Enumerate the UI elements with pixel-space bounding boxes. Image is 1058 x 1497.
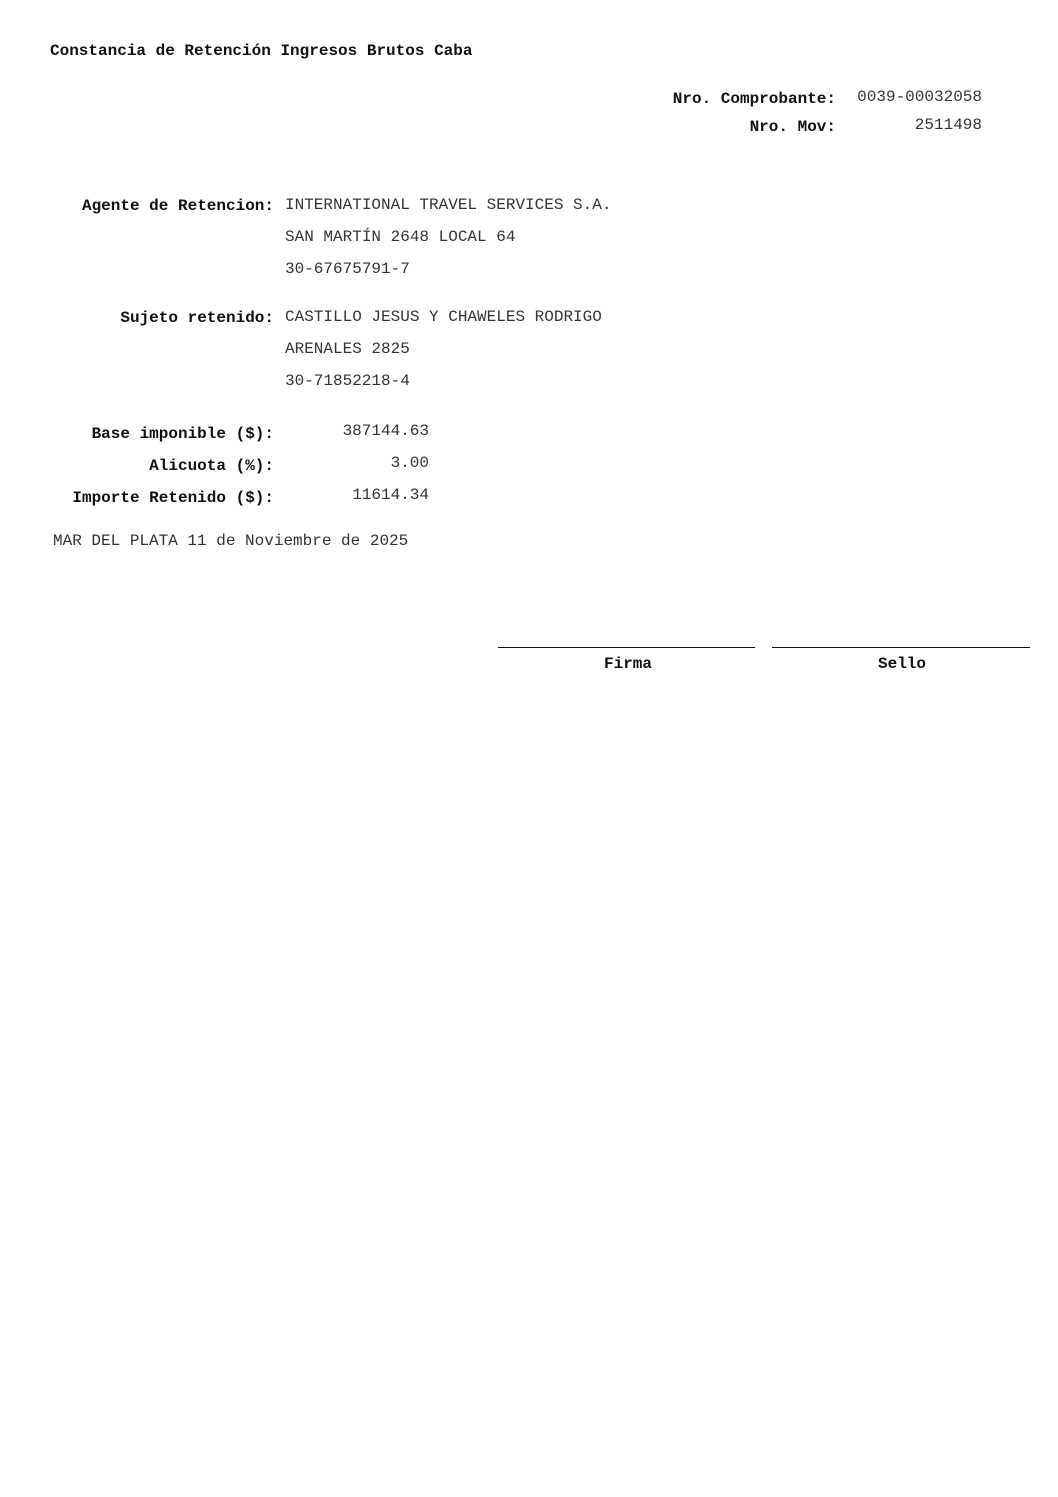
- base-imponible-label: Base imponible ($):: [91, 425, 274, 443]
- mov-value: 2511498: [914, 116, 982, 134]
- sello-label: Sello: [877, 655, 926, 673]
- sujeto-cuit: 30-71852218-4: [285, 372, 410, 390]
- base-imponible-value: 387144.63: [342, 422, 429, 440]
- firma-label: Firma: [603, 655, 652, 673]
- agente-label: Agente de Retencion:: [81, 197, 274, 215]
- sujeto-label: Sujeto retenido:: [120, 309, 274, 327]
- importe-retenido-label: Importe Retenido ($):: [72, 489, 274, 507]
- comprobante-value: 0039-00032058: [857, 88, 982, 106]
- document-title: Constancia de Retención Ingresos Brutos Caba: [50, 42, 473, 60]
- agente-cuit: 30-67675791-7: [285, 260, 410, 278]
- firma-line: [498, 647, 755, 648]
- sujeto-name: CASTILLO JESUS Y CHAWELES RODRIGO: [285, 308, 602, 326]
- comprobante-label: Nro. Comprobante:: [672, 90, 836, 108]
- sujeto-address: ARENALES 2825: [285, 340, 410, 358]
- importe-retenido-value: 11614.34: [352, 486, 429, 504]
- agente-address: SAN MARTÍN 2648 LOCAL 64: [285, 228, 516, 246]
- place-date: MAR DEL PLATA 11 de Noviembre de 2025: [53, 532, 409, 550]
- agente-name: INTERNATIONAL TRAVEL SERVICES S.A.: [285, 196, 612, 214]
- sello-line: [772, 647, 1030, 648]
- mov-label: Nro. Mov:: [749, 118, 836, 136]
- alicuota-label: Alicuota (%):: [149, 457, 274, 475]
- alicuota-value: 3.00: [390, 454, 429, 472]
